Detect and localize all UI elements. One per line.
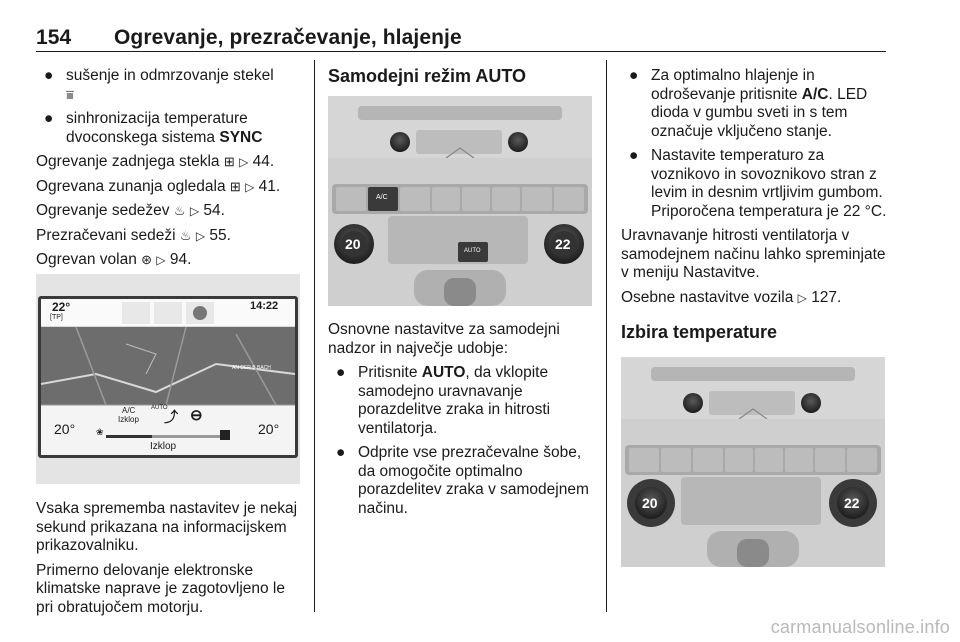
steering-heat-icon: ⊛	[141, 252, 153, 267]
screen-airflow-icon: ⤴	[164, 409, 178, 425]
screen-temp-top: 22°	[52, 300, 71, 314]
screen-ac-state: Izklop	[118, 415, 139, 424]
ref-arrow-icon: ▷	[245, 179, 255, 194]
ref-arrow-icon: ▷	[797, 290, 807, 305]
infotainment-screen-image	[36, 274, 300, 484]
seat-heat-icon: ♨	[173, 203, 186, 218]
bullet-item: ● sinhronizacija temperature dvoconskega sistema SYNC	[44, 110, 263, 146]
ref-arrow-icon: ▷	[156, 253, 166, 267]
paragraph: Primerno delovanje elektronske klimatske naprave je zagotovljeno le pri obratujočem motorju.	[36, 561, 285, 616]
screen-auto-label: AUTO	[151, 405, 168, 411]
screen-fan-icon: ❀	[96, 427, 104, 437]
screen-recirculation-icon: ⊖	[190, 407, 203, 424]
ref-arrow-icon: ▷	[189, 204, 200, 218]
ref-line: Osebne nastavitve vozila ▷ 127.	[621, 288, 842, 306]
windshield-heat-icon: ⩸	[66, 86, 74, 102]
header-rule	[36, 51, 886, 52]
column-2-text	[328, 321, 594, 524]
column-1	[36, 67, 302, 276]
ref-line: Ogrevanje zadnjega stekla ⊞ ▷ 44.	[36, 153, 275, 170]
paragraph: Uravnavanje hitrosti ventilatorja v samodejnem načinu lahko spreminjate v meniju Nastavitve.	[621, 227, 886, 281]
section-heading: Samodejni režim AUTO	[328, 66, 527, 86]
column-divider-1	[314, 60, 315, 612]
bullet-item: ● Odprite vse prezračevalne šobe, da omogočite optimalno porazdelitev zraka v samodejnem načinu.	[336, 444, 589, 517]
column-1-bottom	[36, 500, 302, 623]
screen-temp-left: 20°	[54, 421, 76, 437]
bullet-item: ● sušenje in odmrzovanje stekel ⩸	[44, 67, 274, 102]
paragraph: Osnovne nastavitve za samodejni nadzor in največje udobje:	[328, 321, 560, 357]
screen-street-label: AN DER B BACH	[232, 365, 271, 371]
column-divider-2	[606, 60, 607, 612]
panel-temp-left: 20	[642, 495, 658, 511]
temperature-panel-image	[621, 357, 885, 567]
bullet-item: ● Pritisnite AUTO, da vklopite samodejno uravnavanje porazdelitve zraka in hitrosti ventilatorja.	[336, 364, 551, 437]
bullet-item: ● Za optimalno hlajenje in odroševanje pritisnite A/C. LED dioda v gumbu sveti in s tem označuje vključeno stanje.	[629, 67, 868, 140]
panel-auto-button-label: AUTO	[464, 248, 481, 254]
screen-tp: [TP]	[50, 314, 63, 321]
bullet-item: ● Nastavite temperaturo za voznikovo in sovoznikovo stran z levim in desnim vrtljivim gumbom. Priporočena temperatura je 22 °C.	[629, 147, 887, 220]
section-heading: Izbira temperature	[621, 322, 778, 342]
paragraph: Vsaka sprememba nastavitev je nekaj sekund prikazana na informacijskem prikazovalniku.	[36, 500, 298, 554]
chapter-title: Ogrevanje, prezračevanje, hlajenje	[114, 26, 462, 49]
panel-temp-left: 20	[345, 236, 361, 252]
ref-arrow-icon: ▷	[239, 155, 249, 169]
panel-temp-right: 22	[844, 495, 860, 511]
screen-temp-right: 20°	[258, 421, 280, 437]
mirror-heat-icon: ⊞	[229, 178, 241, 194]
ref-line: Ogrevan volan ⊛ ▷ 94.	[36, 251, 192, 268]
ref-line: Ogrevana zunanja ogledala ⊞ ▷ 41.	[36, 177, 281, 195]
rear-window-heat-icon: ⊞	[223, 154, 235, 169]
panel-ac-button-label: A/C	[376, 194, 388, 201]
ref-arrow-icon: ▷	[195, 228, 206, 243]
screen-fan-state: Izklop	[150, 441, 177, 452]
screen-time: 14:22	[250, 300, 279, 312]
page-header	[36, 26, 462, 50]
ref-line: Ogrevanje sedežev ♨ ▷ 54.	[36, 202, 225, 219]
screen-ac-label: A/C	[122, 406, 136, 415]
ref-line: Prezračevani sedeži ♨ ▷ 55.	[36, 226, 231, 244]
watermark: carmanualsonline.info	[770, 617, 950, 637]
climate-panel-image	[328, 96, 592, 306]
column-2	[328, 67, 594, 86]
panel-temp-right: 22	[555, 236, 571, 252]
column-3	[621, 67, 889, 342]
seat-vent-icon: ♨	[179, 227, 192, 243]
page-number: 154	[36, 26, 72, 49]
